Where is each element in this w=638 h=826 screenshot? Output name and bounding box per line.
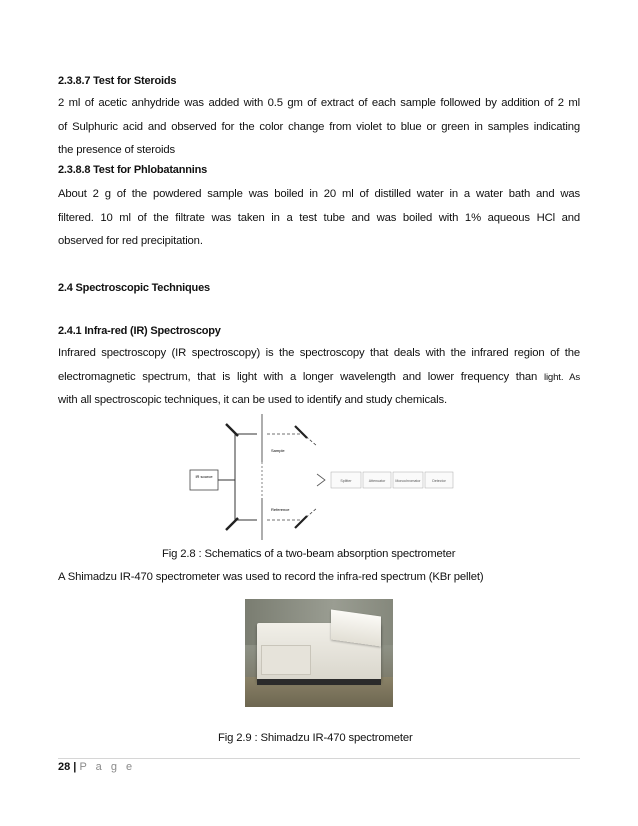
- page-number: 28: [58, 761, 71, 773]
- shimadzu-text: A Shimadzu IR-470 spectrometer was used to record the infra-red spectrum (KBr pellet): [58, 571, 484, 583]
- paragraph-steroids: [58, 92, 580, 163]
- text-line: Infrared spectroscopy (IR spectroscopy) is the spectroscopy that deals with the infrared region of the: [58, 347, 580, 359]
- heading-test-for-steroids: 2.3.8.7 Test for Steroids: [58, 75, 177, 87]
- mirror-bottom-left: [226, 518, 238, 530]
- footer-separator: |: [70, 761, 80, 773]
- figure-2-8-caption: Fig 2.8 : Schematics of a two-beam absorption spectrometer: [162, 548, 456, 560]
- text-span: electromagnetic spectrum, that is light with a longer wavelength and lower frequency than: [58, 370, 538, 383]
- instrument-front-panel: [261, 645, 311, 675]
- monochromator-label: Monochromator: [395, 479, 421, 483]
- heading-test-for-phlobatannins: 2.3.8.8 Test for Phlobatannins: [58, 164, 208, 176]
- text-line: 2 ml of acetic anhydride was added with 0.5 gm of extract of each sample followed by addition of 2 ml: [58, 97, 580, 109]
- detector-label: Detector: [432, 479, 446, 483]
- two-beam-spectrometer-schematic: [185, 412, 455, 542]
- heading-ir-spectroscopy: 2.4.1 Infra-red (IR) Spectroscopy: [58, 325, 221, 337]
- text-line: with all spectroscopic techniques, it can be used to identify and study chemicals.: [58, 394, 447, 406]
- sample-label: Sample: [271, 448, 285, 453]
- instrument-base: [257, 679, 381, 685]
- sample-path-out: [267, 434, 317, 446]
- reference-beam: [235, 480, 257, 520]
- sample-beam: [218, 434, 257, 480]
- text-line: the presence of steroids: [58, 144, 175, 156]
- page-footer: [58, 761, 135, 773]
- arrow-to-splitter: [317, 474, 325, 486]
- text-line: [58, 366, 580, 390]
- mirror-bottom-right: [295, 516, 307, 528]
- reference-label: Reference: [271, 507, 290, 512]
- text-line: filtered. 10 ml of the filtrate was taken in a test tube and was boiled with 1% aqueous HCl and: [58, 211, 580, 224]
- shimadzu-spectrometer-photo: [245, 599, 393, 707]
- text-line: observed for red precipitation.: [58, 235, 203, 247]
- ir-source-box: [190, 470, 218, 490]
- footer-divider: [58, 758, 580, 759]
- heading-spectroscopic-techniques: 2.4 Spectroscopic Techniques: [58, 282, 210, 294]
- paragraph-phlobatannins: [58, 183, 580, 254]
- paragraph-ir-spectroscopy: [58, 342, 580, 413]
- text-line: of Sulphuric acid and observed for the color change from violet to blue or green in samples indicating: [58, 120, 580, 133]
- text-span-small: light. As: [543, 371, 581, 383]
- mirror-top-right: [295, 426, 307, 438]
- text-line: About 2 g of the powdered sample was boiled in 20 ml of distilled water in a water bath and was: [58, 188, 580, 200]
- ir-source-label: IR source: [195, 474, 213, 479]
- figure-2-9-caption: Fig 2.9 : Shimadzu IR-470 spectrometer: [218, 732, 413, 744]
- page-label: P a g e: [79, 761, 136, 773]
- attenuator-label: Attenuator: [368, 479, 386, 483]
- splitter-label: Splitter: [340, 479, 352, 483]
- mirror-top-left: [226, 424, 238, 436]
